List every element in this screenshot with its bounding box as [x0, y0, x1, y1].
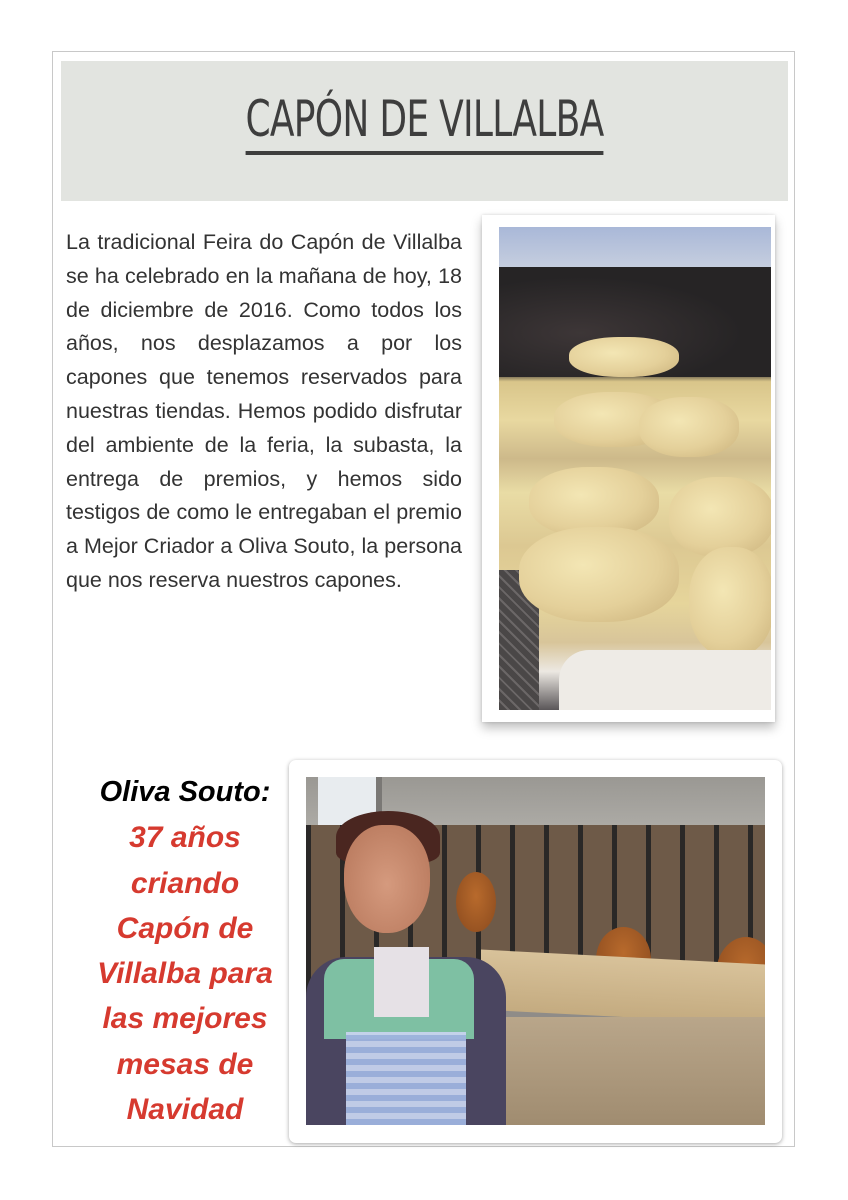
callout-line: criando: [130, 866, 240, 900]
breeder-photo-frame: [289, 760, 782, 1143]
fair-photo: [499, 227, 771, 710]
face: [344, 825, 430, 933]
breeder-name: Oliva Souto:: [99, 776, 271, 808]
callout-line: Navidad: [126, 1093, 244, 1127]
callout-line: Villalba para: [97, 957, 273, 991]
callout-line: mesas de: [116, 1047, 254, 1081]
white-cloth: [559, 650, 771, 710]
article-paragraph: La tradicional Feira do Capón de Villalba se ha celebrado en la mañana de hoy, 18 de diciembre de 2016. Como todos los años, nos desplazamos a por los capones que tenemos reservados para nuestras tiendas. Hemos podido disfrutar del ambiente de la feria, la subasta, la entrega de premios, y hemos sido testigos de como le entregaban el premio a Mejor Criador a Oliva Souto, la persona que nos reserva nuestros capones.: [66, 230, 462, 592]
callout-line: las mejores: [102, 1002, 268, 1036]
wooden-panel: [481, 1017, 765, 1125]
capon: [519, 527, 679, 622]
plaid-apron: [346, 1032, 466, 1125]
page-title-text: CAPÓN DE VILLALBA: [245, 89, 603, 155]
capon: [639, 397, 739, 457]
page-title: [163, 89, 686, 155]
page: [52, 51, 795, 1147]
fair-photo-frame: [482, 215, 775, 722]
breeder-photo: [306, 777, 765, 1125]
capon: [689, 547, 771, 657]
breeder-callout: [73, 770, 297, 1132]
shirt-collar: [374, 947, 429, 1017]
callout-line: Capón de: [116, 911, 254, 945]
capon: [669, 477, 771, 557]
hen: [456, 872, 496, 932]
header-banner: [61, 61, 788, 201]
callout-line: 37 años: [129, 821, 241, 855]
capon: [569, 337, 679, 377]
